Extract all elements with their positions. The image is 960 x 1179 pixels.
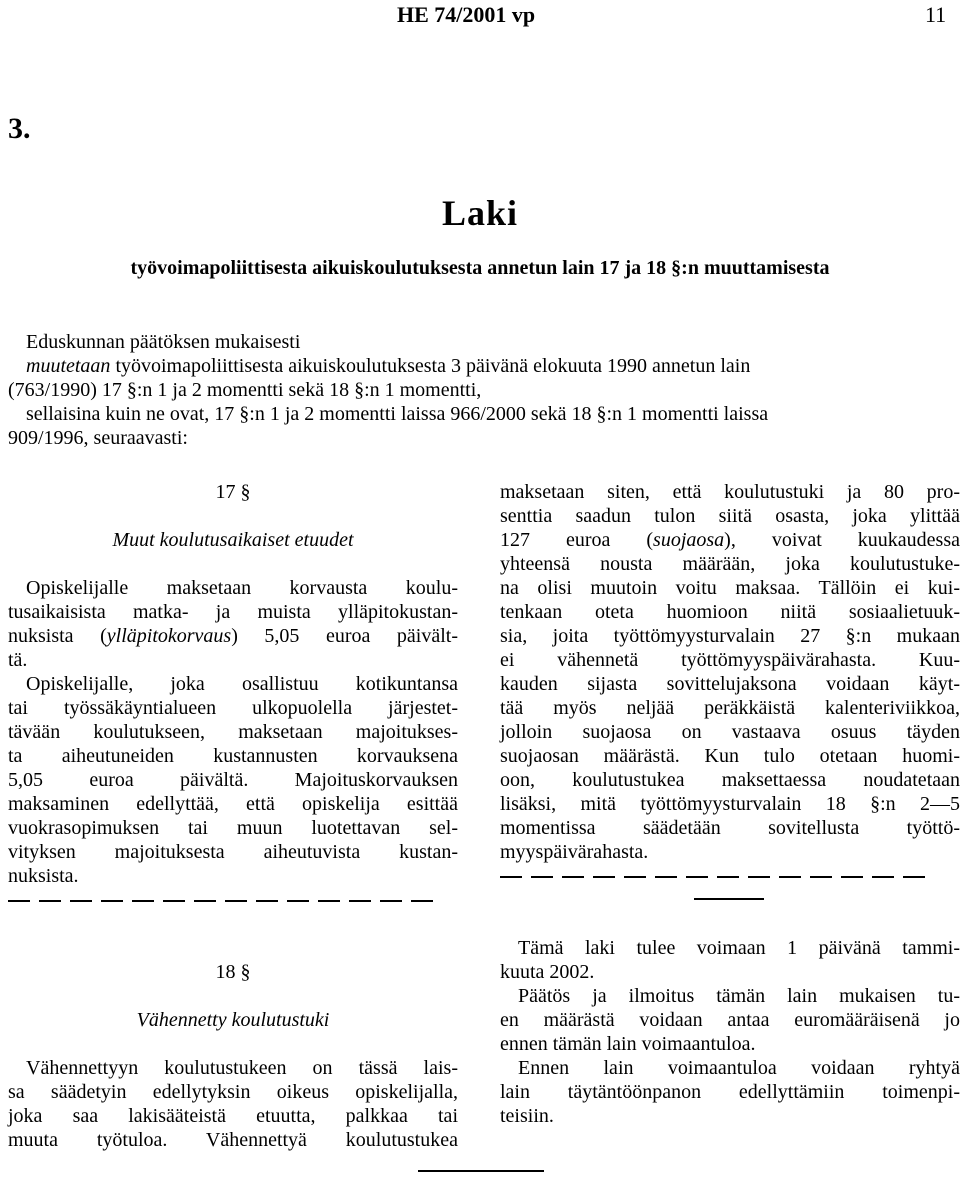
left-column	[8, 480, 458, 1152]
section-number: 3.	[8, 112, 31, 145]
section-18-continuation: maksetaan siten, että koulutustuki ja 80 pro- senttia saadun tulon siitä osasta, joka ylittää 127 euroa (suojaosa), voivat kuukaudessa yhteensä nousta määrään, joka koulutustuke- na olisi muutoin voitu maksaa. Tällöin ei kui- tenkaan oteta huomioon niitä sosiaalietuuk- sia, joita työttömyysturvalain 27 §:n mukaan ei vähennetä työttömyyspäivärahasta. Kuu- kauden sijasta sovittelujaksona voidaan käyt- tää myös neljää peräkkäistä kalenteriviikkoa, jolloin suojaosa on vastaava osuus täyden suojaosan määrästä. Kun tulo otetaan huomi- oon, koulutustukea maksettaessa noudatetaan lisäksi, mitä työttömyysturvalain 18 §:n 2—5 momentissa säädetään sovitellusta työttö- myyspäivärahasta.	[500, 481, 960, 863]
section-17-number: 17 §	[215, 481, 251, 503]
right-column	[500, 480, 960, 1128]
section-17-paragraph-1: Opiskelijalle maksetaan korvausta koulu- tusaikaisista matka- ja muista ylläpitokustan- nuksista (ylläpitokorvaus) 5,05 euroa päivält- tä.	[8, 577, 458, 671]
decision-paragraph: Päätös ja ilmoitus tämän lain mukaisen tu- en määrästä voidaan antaa euromääräisenä jo ennen tämän lain voimaantuloa.	[500, 985, 960, 1055]
section-17-paragraph-2: Opiskelijalle, joka osallistuu kotikuntansa tai työssäkäyntialueen ulkopuolella järjestet- tävään koulutukseen, maksetaan majoitukses- ta aiheutuneiden kustannusten korvauksena 5,05 euroa päivältä. Majoituskorvauksen maksaminen edellyttää, että opiskelija esittää vuokrasopimuksen tai muun luotettavan sel- vityksen majoituksesta aiheutuvista kustan- nuksista.	[8, 673, 458, 887]
separator-rule	[500, 888, 960, 912]
omission-dash-line	[8, 888, 458, 912]
preamble-line-3: (763/1990) 17 §:n 1 ja 2 momentti sekä 18 §:n 1 momentti,	[8, 379, 482, 401]
section-18-paragraph: Vähennettyyn koulutustukeen on tässä lais- sa säädetyin edellytyksin oikeus opiskelijalla, joka saa lakisääteistä etuutta, palkkaa tai muuta työtuloa. Vähennettyä koulutustukea	[8, 1057, 458, 1151]
section-18-number: 18 §	[215, 961, 251, 983]
page-number: 11	[925, 2, 947, 27]
section-18-heading: Vähennetty koulutustuki	[136, 1009, 330, 1031]
page-end-rule	[418, 1170, 544, 1172]
preamble-line-5: 909/1996, seuraavasti:	[8, 427, 188, 449]
law-title: Laki	[441, 193, 519, 233]
preamble-line-2: muutetaan työvoimapoliittisesta aikuiskoulutuksesta 3 päivänä elokuuta 1990 annetun lain	[26, 355, 751, 377]
section-17-heading: Muut koulutusaikaiset etuudet	[112, 529, 354, 551]
measures-paragraph: Ennen lain voimaantuloa voidaan ryhtyä lain täytäntöönpanon edellyttämiin toimenpi- teisiin.	[500, 1057, 960, 1127]
entry-into-force-paragraph: Tämä laki tulee voimaan 1 päivänä tammi- kuuta 2002.	[500, 937, 960, 983]
omission-dash-line	[500, 864, 960, 888]
preamble-line-1: Eduskunnan päätöksen mukaisesti	[26, 331, 301, 353]
law-subtitle: työvoimapoliittisesta aikuiskoulutuksesta annetun lain 17 ja 18 §:n muuttamisesta	[130, 257, 830, 279]
document-id: HE 74/2001 vp	[397, 2, 536, 27]
preamble-line-4: sellaisina kuin ne ovat, 17 §:n 1 ja 2 momentti laissa 966/2000 sekä 18 §:n 1 momentti laissa	[26, 403, 769, 425]
